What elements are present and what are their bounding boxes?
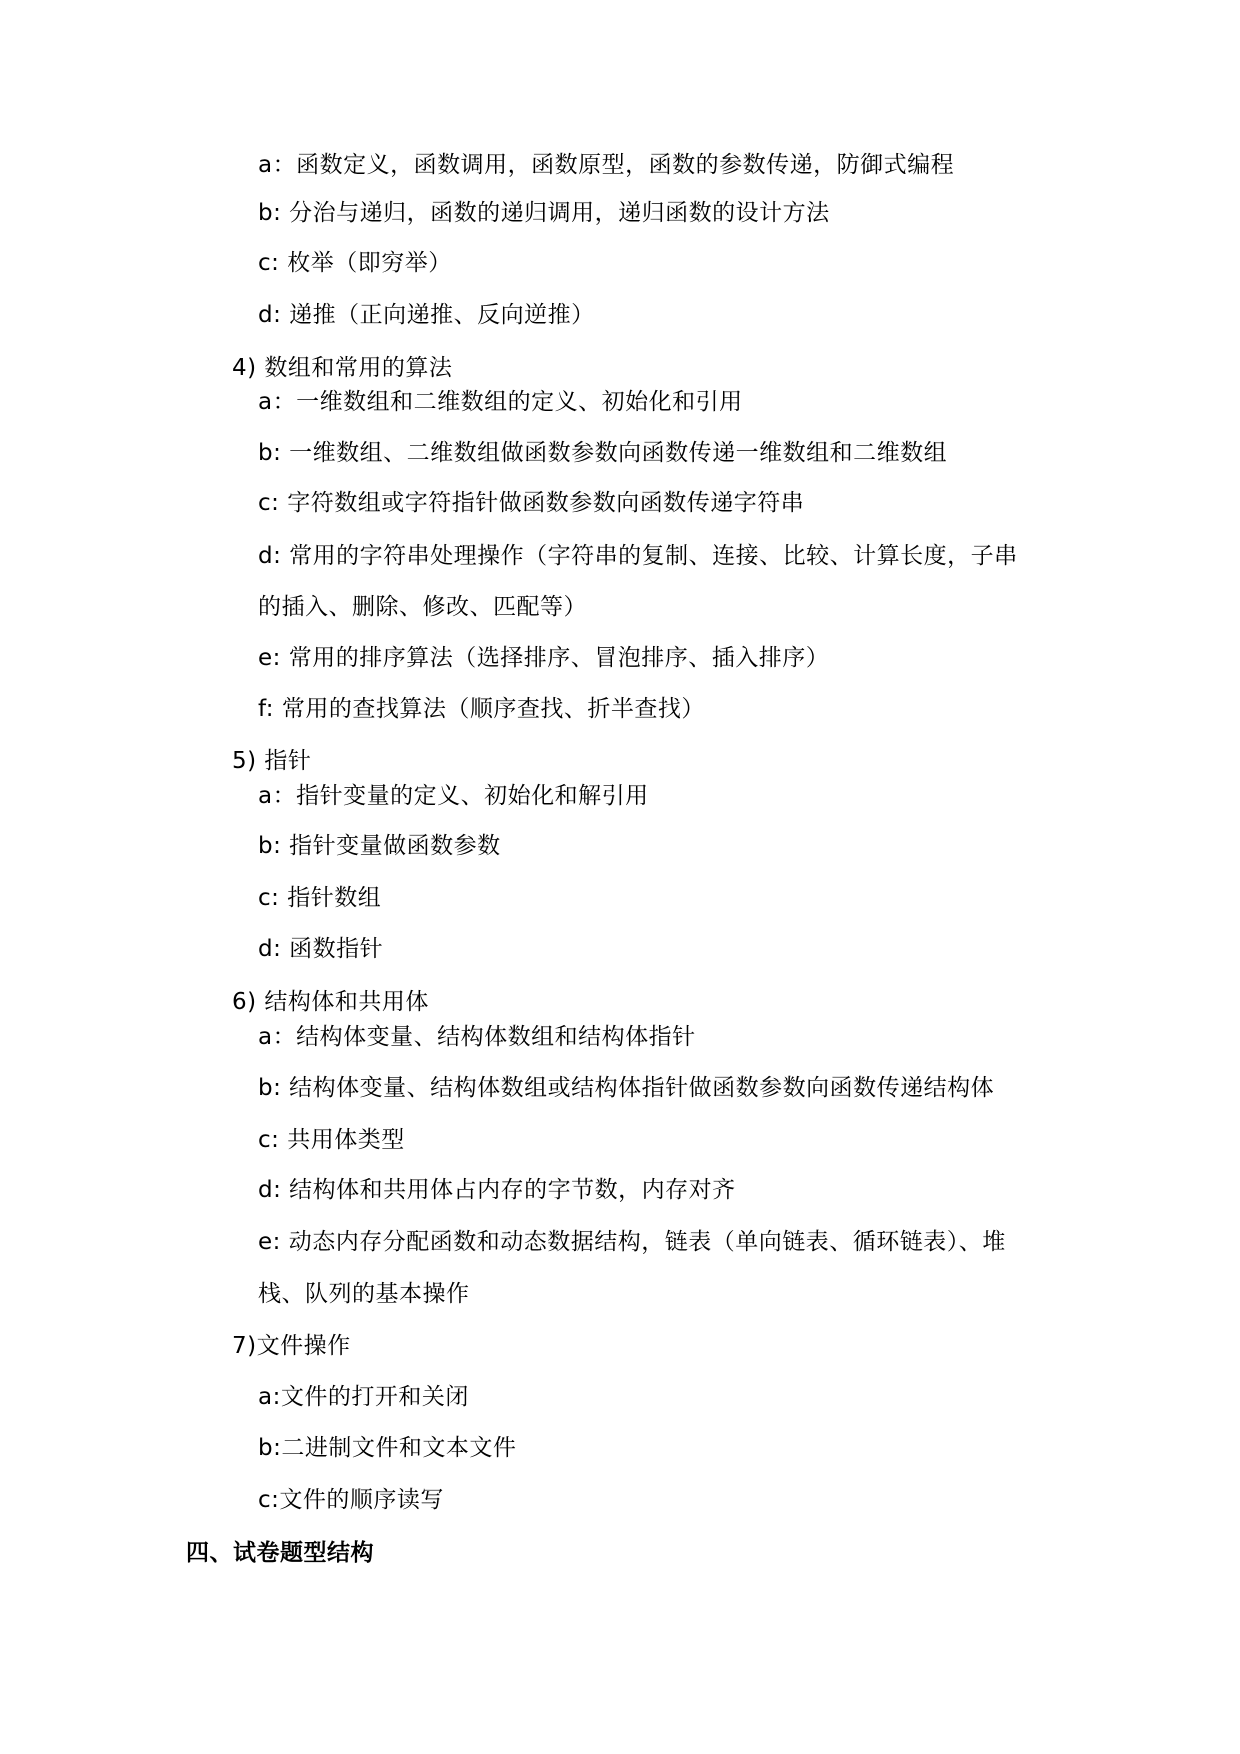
chapter-heading: 四、试卷题型结构 (186, 1540, 374, 1566)
text-line: c: 字符数组或字符指针做函数参数向函数传递字符串 (258, 490, 805, 516)
text-line: b: 分治与递归，函数的递归调用，递归函数的设计方法 (258, 200, 830, 226)
text-line: d: 结构体和共用体占内存的字节数，内存对齐 (258, 1177, 736, 1203)
section-heading: 7)文件操作 (232, 1333, 351, 1359)
text-line: b:二进制文件和文本文件 (258, 1435, 517, 1461)
section-heading: 4) 数组和常用的算法 (232, 355, 453, 381)
text-line: c:文件的顺序读写 (258, 1487, 444, 1513)
text-line: d: 函数指针 (258, 936, 384, 962)
text-line: e: 常用的排序算法（选择排序、冒泡排序、插入排序） (258, 645, 830, 671)
text-line: f: 常用的查找算法（顺序查找、折半查找） (258, 696, 705, 722)
text-line: a：指针变量的定义、初始化和解引用 (258, 783, 649, 809)
section-heading: 6) 结构体和共用体 (232, 989, 429, 1015)
text-line: b: 结构体变量、结构体数组或结构体指针做函数参数向函数传递结构体 (258, 1075, 995, 1101)
text-line: 的插入、删除、修改、匹配等） (258, 594, 587, 620)
text-line: b: 一维数组、二维数组做函数参数向函数传递一维数组和二维数组 (258, 440, 948, 466)
text-line: a：函数定义，函数调用，函数原型，函数的参数传递，防御式编程 (258, 152, 955, 178)
text-line: d: 常用的字符串处理操作（字符串的复制、连接、比较、计算长度，子串 (258, 543, 1018, 569)
text-line: a:文件的打开和关闭 (258, 1384, 469, 1410)
text-line: a：结构体变量、结构体数组和结构体指针 (258, 1024, 696, 1050)
text-line: c: 指针数组 (258, 885, 382, 911)
text-line: d: 递推（正向递推、反向逆推） (258, 302, 595, 328)
text-line: c: 共用体类型 (258, 1127, 405, 1153)
section-heading: 5) 指针 (232, 748, 312, 774)
text-line: c: 枚举（即穷举） (258, 250, 452, 276)
text-line: 栈、队列的基本操作 (258, 1281, 470, 1307)
text-line: e: 动态内存分配函数和动态数据结构，链表（单向链表、循环链表）、堆 (258, 1229, 1006, 1255)
text-line: b: 指针变量做函数参数 (258, 833, 501, 859)
text-line: a：一维数组和二维数组的定义、初始化和引用 (258, 389, 743, 415)
